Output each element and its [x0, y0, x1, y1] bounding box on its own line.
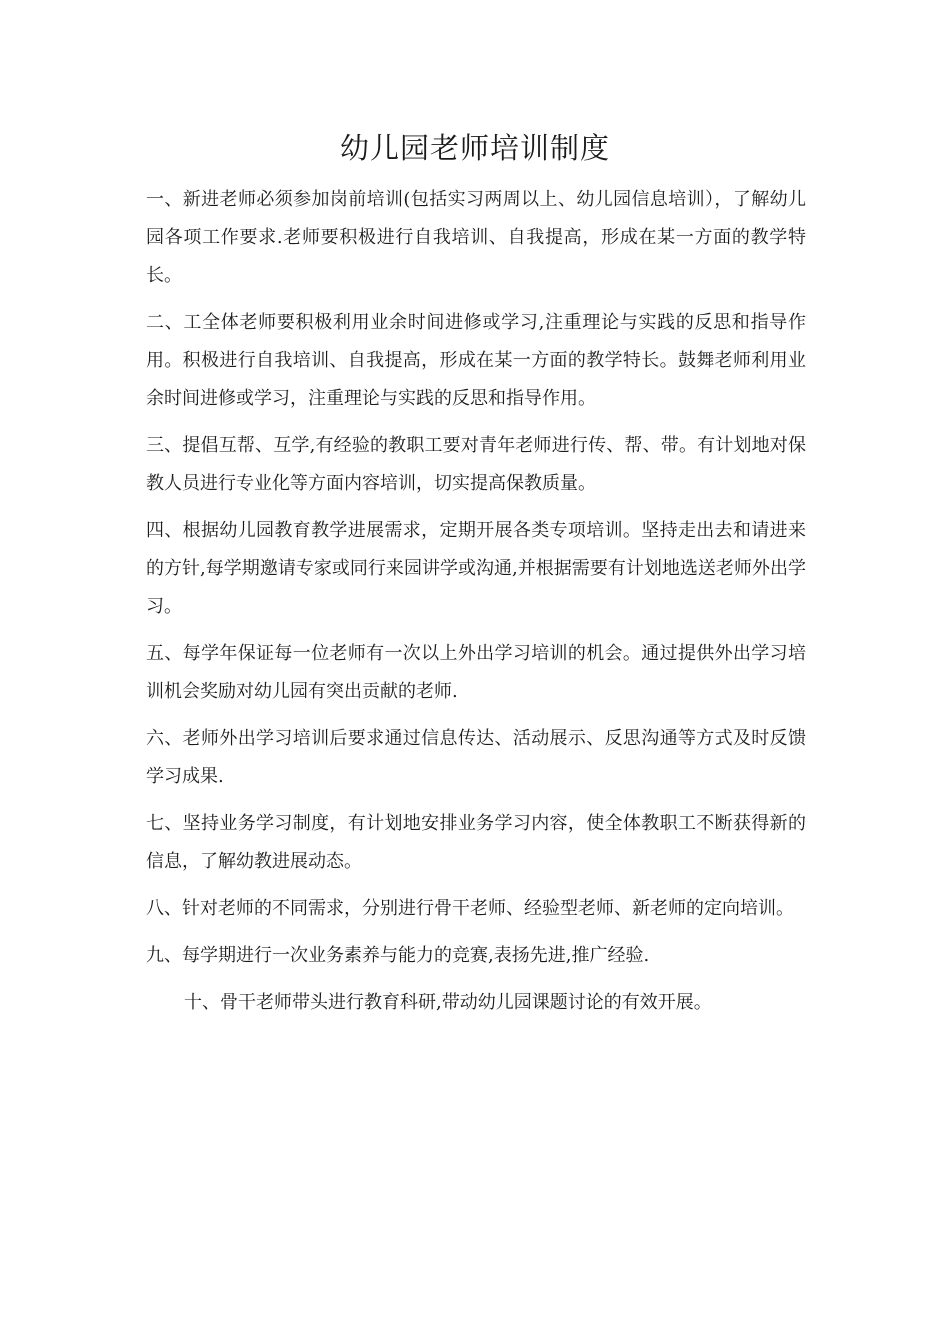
document-body	[146, 181, 806, 1031]
paragraph-9: 九、每学期进行一次业务素养与能力的竞赛,表扬先进,推广经验.	[146, 945, 650, 966]
paragraph-10: 十、骨干老师带头进行教育科研,带动幼儿园课题讨论的有效开展。	[184, 992, 712, 1013]
paragraph-6: 六、老师外出学习培训后要求通过信息传达、活动展示、反思沟通等方式及时反馈学习成果.	[146, 728, 806, 787]
paragraph-7: 七、坚持业务学习制度，有计划地安排业务学习内容，使全体教职工不断获得新的信息，了解幼教进展动态。	[146, 813, 806, 872]
paragraph-3: 三、提倡互帮、互学,有经验的教职工要对青年老师进行传、帮、带。有计划地对保教人员进行专业化等方面内容培训，切实提高保教质量。	[146, 435, 806, 494]
paragraph-4: 四、根据幼儿园教育教学进展需求，定期开展各类专项培训。坚持走出去和请进来的方针,每学期邀请专家或同行来园讲学或沟通,并根据需要有计划地选送老师外出学习。	[146, 520, 806, 617]
paragraph-5: 五、每学年保证每一位老师有一次以上外出学习培训的机会。通过提供外出学习培训机会奖励对幼儿园有突出贡献的老师.	[146, 643, 806, 702]
paragraph-8: 八、针对老师的不同需求，分别进行骨干老师、经验型老师、新老师的定向培训。	[146, 898, 794, 919]
paragraph-1: 一、新进老师必须参加岗前培训(包括实习两周以上、幼儿园信息培训），了解幼儿园各项工作要求.老师要积极进行自我培训、自我提高，形成在某一方面的教学特长。	[146, 189, 806, 286]
paragraph-2: 二、工全体老师要积极利用业余时间进修或学习,注重理论与实践的反思和指导作用。积极进行自我培训、自我提高，形成在某一方面的教学特长。鼓舞老师利用业余时间进修或学习，注重理论与实践的反思和指导作用。	[146, 312, 806, 409]
document-title: 幼儿园老师培训制度	[339, 131, 610, 165]
